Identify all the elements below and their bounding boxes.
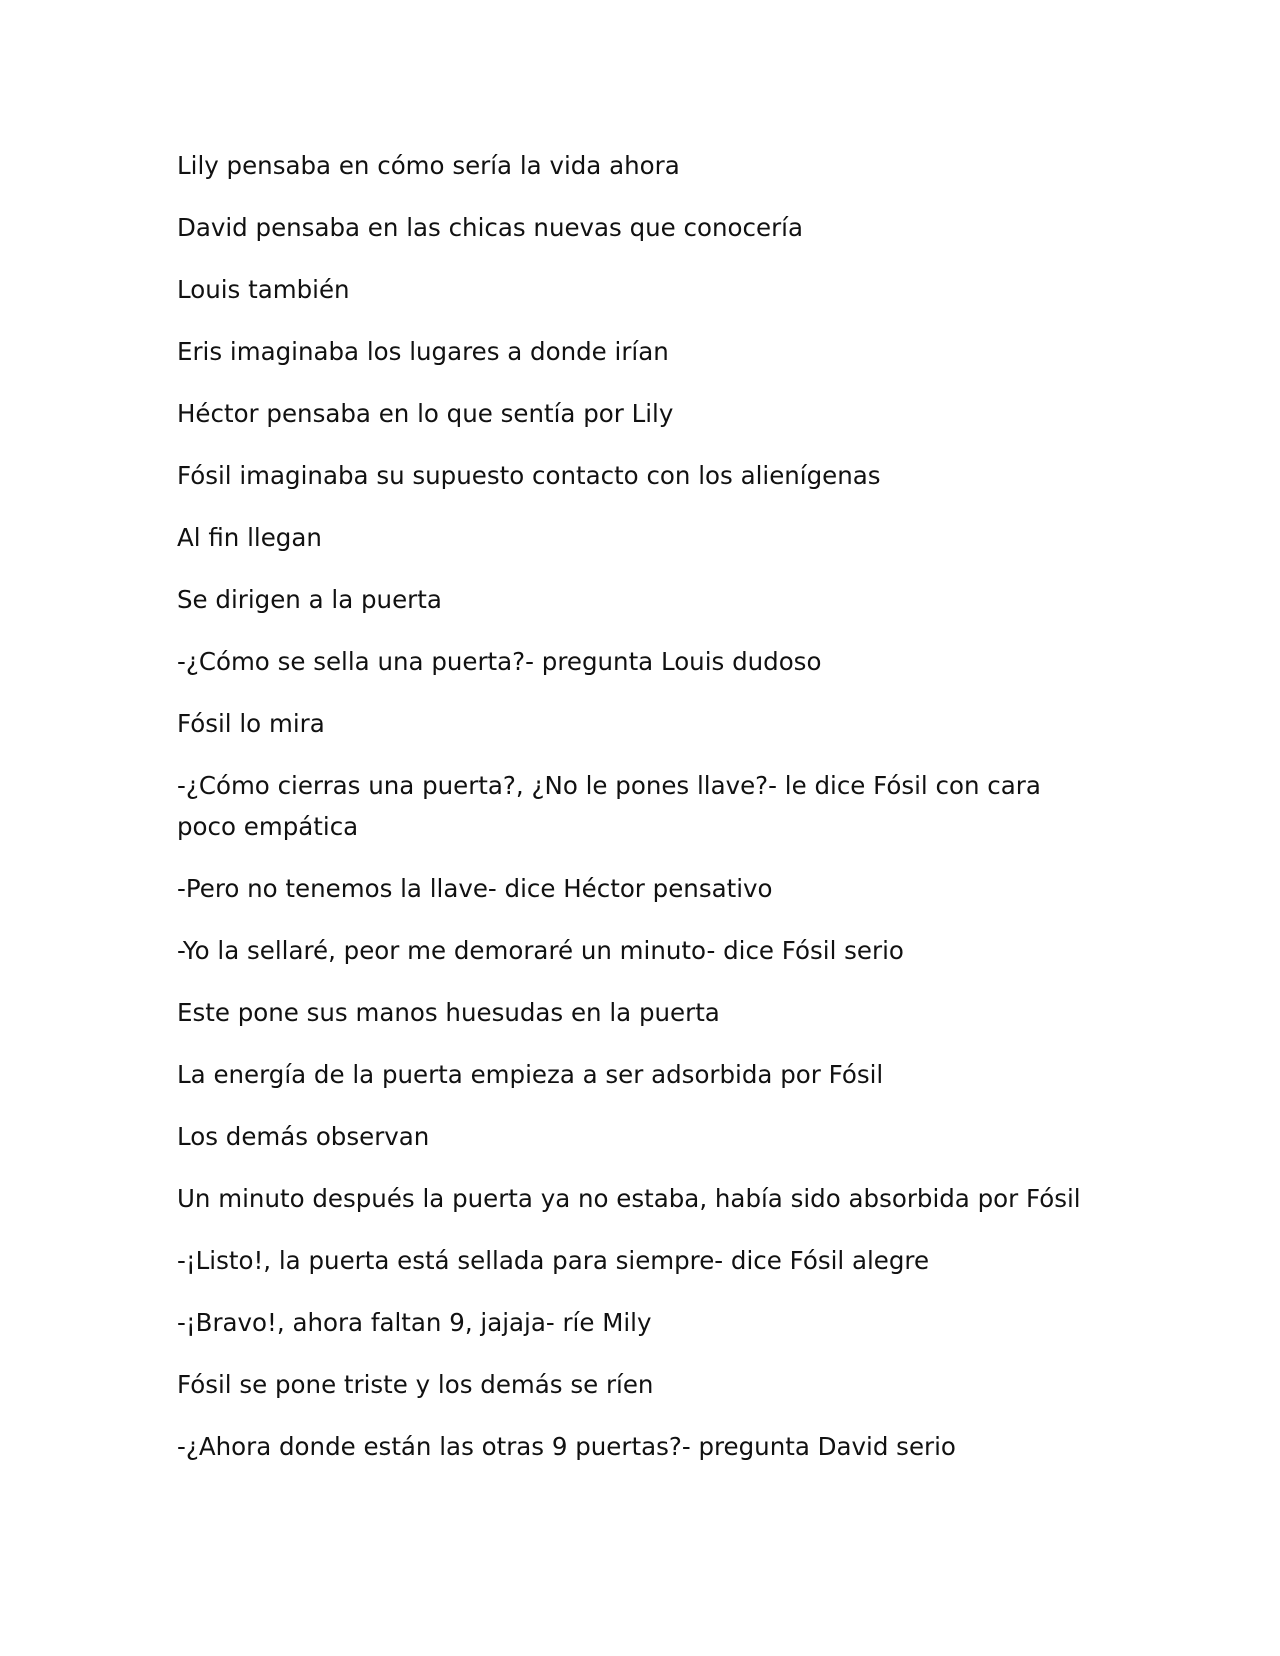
paragraph: Fósil se pone triste y los demás se ríen	[177, 1370, 654, 1399]
paragraph: Se dirigen a la puerta	[177, 585, 442, 614]
paragraph: -¡Bravo!, ahora faltan 9, jajaja- ríe Mily	[177, 1308, 652, 1337]
paragraph: -Yo la sellaré, peor me demoraré un minuto- dice Fósil serio	[177, 936, 904, 965]
paragraph: Fósil lo mira	[177, 709, 325, 738]
paragraph: Fósil imaginaba su supuesto contacto con los alienígenas	[177, 461, 881, 490]
paragraph: Lily pensaba en cómo sería la vida ahora	[177, 151, 680, 180]
paragraph: -Pero no tenemos la llave- dice Héctor pensativo	[177, 874, 773, 903]
paragraph: Al fin llegan	[177, 523, 322, 552]
paragraph: La energía de la puerta empieza a ser adsorbida por Fósil	[177, 1060, 884, 1089]
document-body	[177, 145, 1097, 1488]
paragraph: -¿Ahora donde están las otras 9 puertas?- pregunta David serio	[177, 1432, 956, 1461]
paragraph: -¿Cómo cierras una puerta?, ¿No le pones llave?- le dice Fósil con cara poco empática	[177, 771, 1041, 841]
paragraph: Eris imaginaba los lugares a donde irían	[177, 337, 669, 366]
paragraph: Este pone sus manos huesudas en la puerta	[177, 998, 720, 1027]
paragraph: Louis también	[177, 275, 350, 304]
paragraph: David pensaba en las chicas nuevas que conocería	[177, 213, 803, 242]
paragraph: -¿Cómo se sella una puerta?- pregunta Louis dudoso	[177, 647, 822, 676]
paragraph: Héctor pensaba en lo que sentía por Lily	[177, 399, 674, 428]
paragraph: -¡Listo!, la puerta está sellada para siempre- dice Fósil alegre	[177, 1246, 930, 1275]
paragraph: Un minuto después la puerta ya no estaba, había sido absorbida por Fósil	[177, 1184, 1081, 1213]
paragraph: Los demás observan	[177, 1122, 430, 1151]
